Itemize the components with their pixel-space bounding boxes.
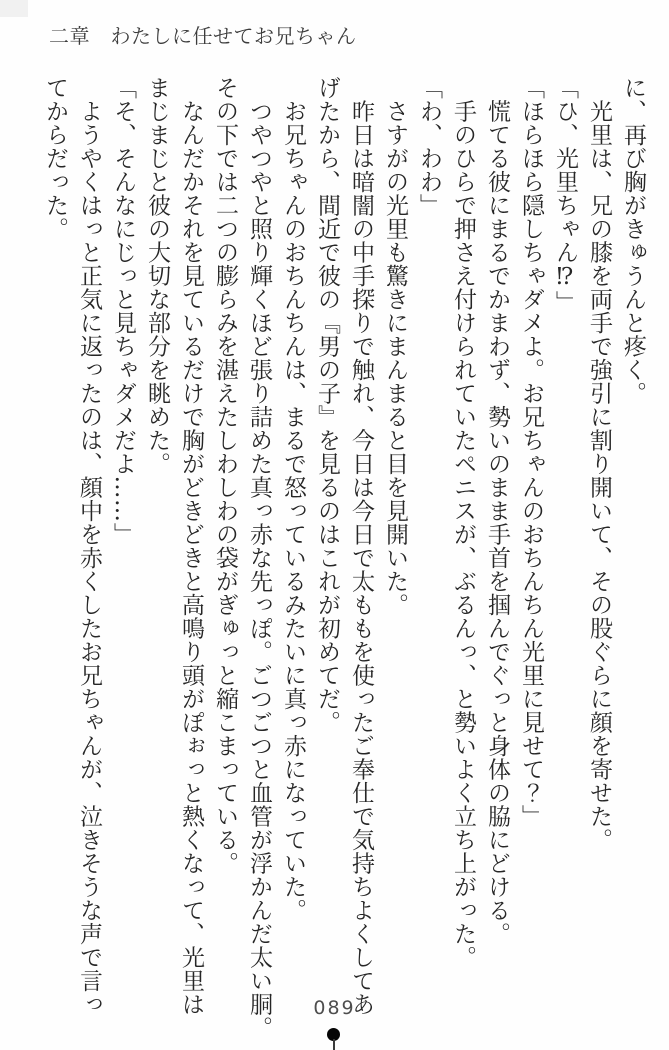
text-column: に、再び胸がきゅうんと疼く。: [620, 76, 646, 405]
text-column: さすがの光里も驚きにまんまると目を見開いた。: [382, 76, 408, 617]
text-column: 昨日は暗闇の中手探りで触れ、今日は今日で太ももを使ったご奉仕で気持ちよくしてあ: [348, 76, 374, 1016]
black-dot-stem: [333, 1039, 335, 1050]
scan-corner-artifact: [0, 0, 28, 17]
vertical-text-block: [38, 76, 650, 1040]
text-column: つやつやと照り輝くほど張り詰めた真っ赤な先っぽ。ごつごつと血管が浮かんだ太い胴。: [246, 76, 272, 1040]
page-number: 089: [313, 997, 356, 1019]
text-column: お兄ちゃんのおちんちんは、まるで怒っているみたいに真っ赤になっていた。: [280, 76, 306, 922]
text-column: てからだった。: [42, 76, 68, 241]
text-column: げたから、間近で彼の『男の子』を見るのはこれが初めてだ。: [314, 76, 340, 734]
text-column: まじまじと彼の大切な部分を眺めた。: [144, 76, 170, 476]
text-column: 「わ、わわ」: [416, 76, 442, 217]
text-column: なんだかそれを見ているだけで胸がどきどきと高鳴り頭がぽぉっと熱くなって、光里は: [178, 76, 204, 1016]
text-column: 「ほらほら隠しちゃダメよ。お兄ちゃんのおちんちん光里に見せて？」: [518, 76, 544, 828]
text-column: 光里は、兄の膝を両手で強引に割り開いて、その股ぐらに顔を寄せた。: [586, 76, 612, 852]
text-column: 「ひ、光里ちゃん⁉」: [552, 76, 578, 314]
text-column: 手のひらで押さえ付けられていたペニスが、ぶるんっ、と勢いよく立ち上がった。: [450, 76, 476, 969]
text-column: 慌てる彼にまるでかまわず、勢いのまま手首を掴んでぐっと身体の脇にどける。: [484, 76, 510, 946]
text-column: ようやくはっと正気に返ったのは、顔中を赤くしたお兄ちゃんが、泣きそうな声で言っ: [76, 76, 102, 1016]
chapter-running-head: 二章 わたしに任せてお兄ちゃん: [49, 24, 357, 48]
text-column: 「そ、そんなにじっと見ちゃダメだよ……」: [110, 76, 136, 546]
text-column: その下では二つの膨らみを湛えたしわしわの袋がぎゅっと縮こまっている。: [212, 76, 238, 875]
